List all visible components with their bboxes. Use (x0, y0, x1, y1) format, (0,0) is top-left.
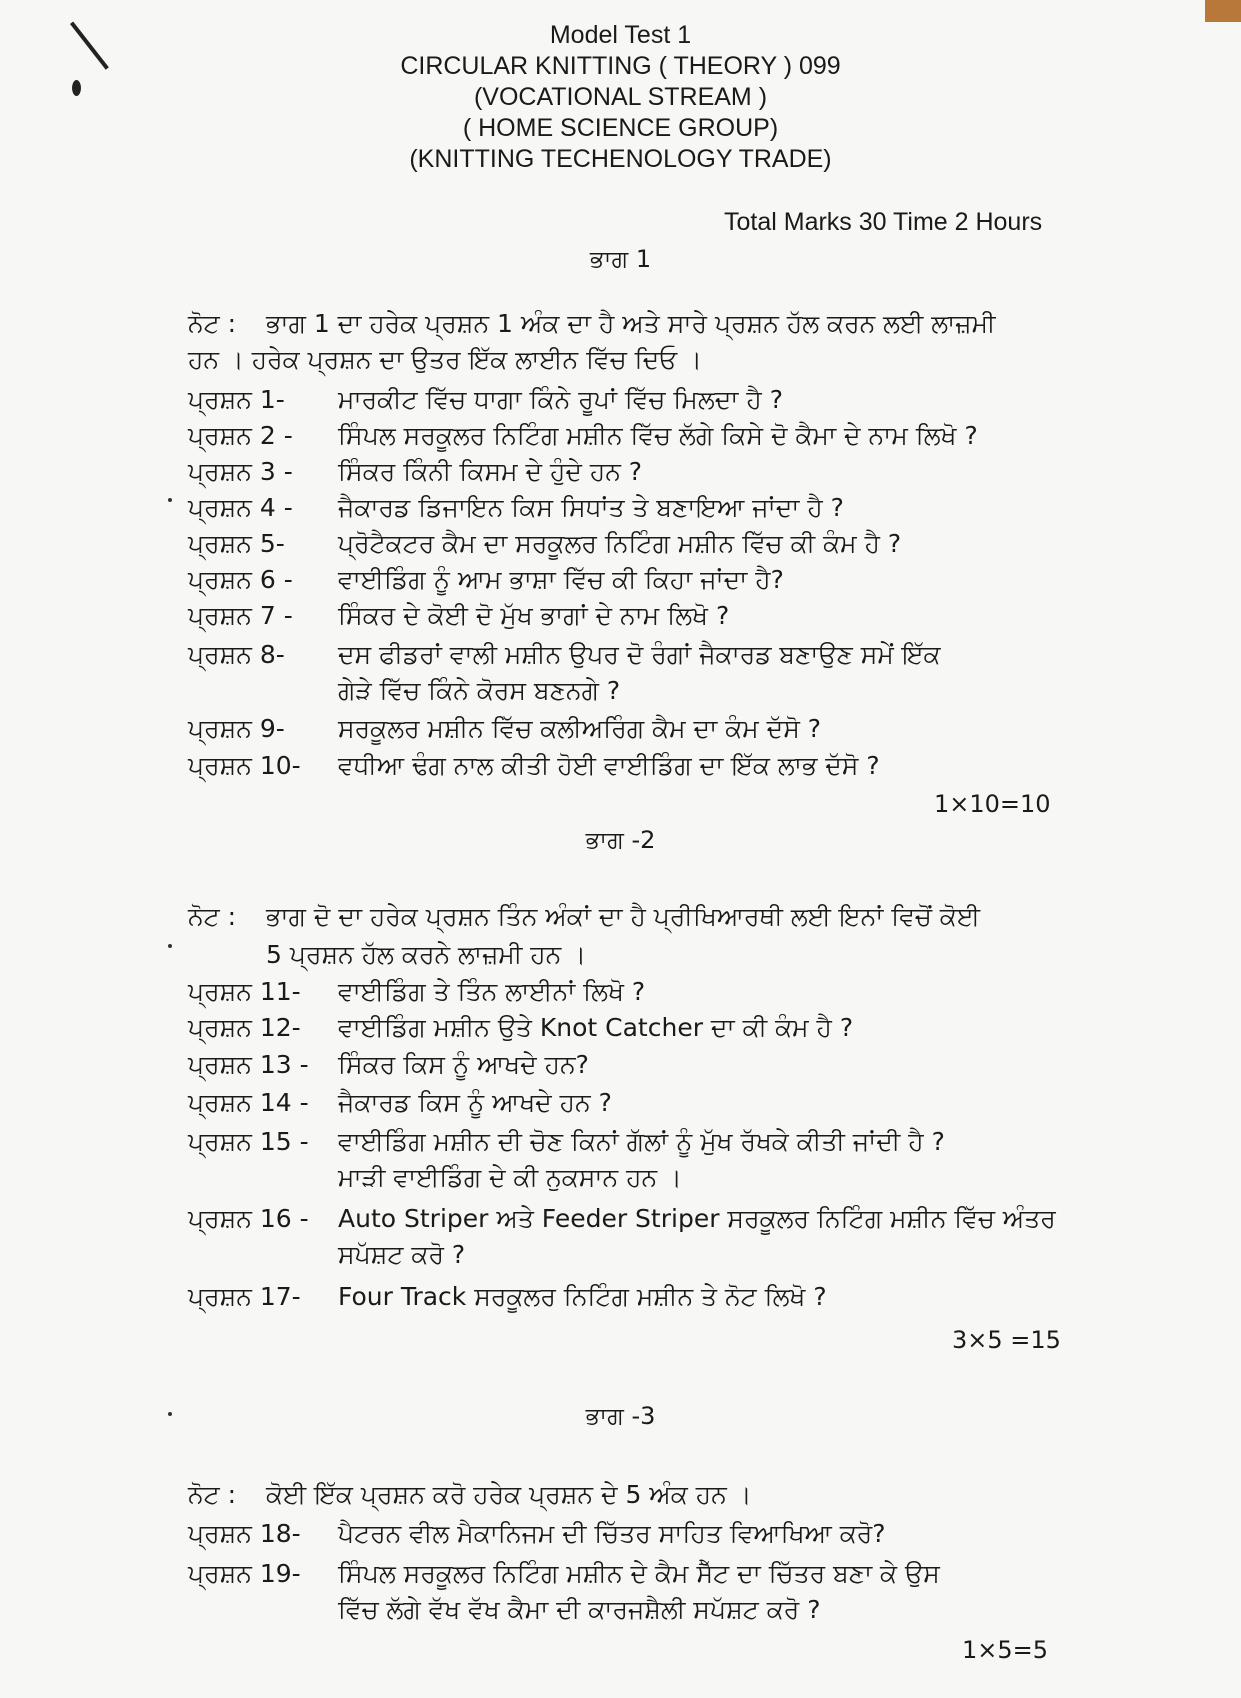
part1-note (188, 305, 996, 342)
question-text-continued: ਸਪੱਸ਼ਟ ਕਰੋ ? (338, 1240, 466, 1269)
marks-time: Total Marks 30 Time 2 Hours (724, 208, 1043, 236)
question-number: ਪ੍ਰਸ਼ਨ 1- (188, 385, 285, 414)
question-number: ਪ੍ਰਸ਼ਨ 5- (188, 529, 285, 558)
question-text: Four Track ਸਰਕੂਲਰ ਨਿਟਿੰਗ ਮਸ਼ੀਨ ਤੇ ਨੋਟ ਲਿਖੋ ? (338, 1282, 827, 1311)
speck (168, 498, 172, 502)
question-number: ਪ੍ਰਸ਼ਨ 2 - (188, 421, 293, 450)
question-text: ਸਿੰਪਲ ਸਰਕੂਲਰ ਨਿਟਿੰਗ ਮਸ਼ੀਨ ਵਿੱਚ ਲੱਗੇ ਕਿਸੇ ਦੋ ਕੈਮਾ ਦੇ ਨਾਮ ਲਿਖੋ ? (338, 421, 978, 450)
question-text: ਵਾਈਡਿੰਗ ਨੂੰ ਆਮ ਭਾਸ਼ਾ ਵਿੱਚ ਕੀ ਕਿਹਾ ਜਾਂਦਾ ਹੈ? (338, 565, 784, 594)
question-number: ਪ੍ਰਸ਼ਨ 6 - (188, 565, 293, 594)
question-text: ਵਾਈਡਿੰਗ ਮਸ਼ੀਨ ਉਤੇ Knot Catcher ਦਾ ਕੀ ਕੰਮ ਹੈ ? (338, 1013, 854, 1042)
part1-title: ਭਾਗ 1 (589, 245, 652, 273)
question-text: ਮਾਰਕੀਟ ਵਿੱਚ ਧਾਗਾ ਕਿੰਨੇ ਰੂਪਾਂ ਵਿੱਚ ਮਿਲਦਾ ਹੈ ? (338, 385, 783, 414)
note-label: ਨੋਟ : (188, 309, 237, 338)
question-text: ਪ੍ਰੋਟੈਕਟਰ ਕੈਮ ਦਾ ਸਰਕੂਲਰ ਨਿਟਿੰਗ ਮਸ਼ੀਨ ਵਿੱਚ ਕੀ ਕੰਮ ਹੈ ? (338, 529, 902, 558)
note-text: ਕੋਈ ਇੱਕ ਪ੍ਰਸ਼ਨ ਕਰੋ ਹਰੇਕ ਪ੍ਰਸ਼ਨ ਦੇ 5 ਅੰਕ ਹਨ । (266, 1480, 752, 1509)
question-text: ਪੈਟਰਨ ਵੀਲ ਮੈਕਾਨਿਜਮ ਦੀ ਚਿੱਤਰ ਸਾਹਿਤ ਵਿਆਖਿਆ ਕਰੋ? (338, 1519, 886, 1548)
speck (168, 944, 172, 948)
torn-corner (1205, 0, 1241, 22)
question-text: ਦਸ ਫੀਡਰਾਂ ਵਾਲੀ ਮਸ਼ੀਨ ਉਪਰ ਦੋ ਰੰਗਾਂ ਜੈਕਾਰਡ ਬਣਾਉਣ ਸਮੇਂ ਇੱਕ (338, 640, 941, 669)
question-number: ਪ੍ਰਸ਼ਨ 9- (188, 714, 285, 743)
question-number: ਪ੍ਰਸ਼ਨ 4 - (188, 493, 293, 522)
question-text: ਜੈਕਾਰਡ ਡਿਜਾਇਨ ਕਿਸ ਸਿਧਾਂਤ ਤੇ ਬਣਾਇਆ ਜਾਂਦਾ ਹੈ ? (338, 493, 844, 522)
note-text: ਭਾਗ ਦੋ ਦਾ ਹਰੇਕ ਪ੍ਰਸ਼ਨ ਤਿੰਨ ਅੰਕਾਂ ਦਾ ਹੈ ਪ੍ਰੀਖਿਆਰਥੀ ਲਈ ਇਨਾਂ ਵਿਚੋਂ ਕੋਈ (266, 902, 981, 931)
group-title: ( HOME SCIENCE GROUP) (462, 114, 779, 142)
question-text: ਜੈਕਾਰਡ ਕਿਸ ਨੂੰ ਆਖਦੇ ਹਨ ? (338, 1088, 612, 1117)
question-number: ਪ੍ਰਸ਼ਨ 18- (188, 1519, 301, 1548)
question-text: ਸਰਕੂਲਰ ਮਸ਼ੀਨ ਵਿੱਚ ਕਲੀਅਰਿੰਗ ਕੈਮ ਦਾ ਕੰਮ ਦੱਸੋ ? (338, 714, 822, 743)
question-number: ਪ੍ਰਸ਼ਨ 3 - (188, 457, 293, 486)
question-number: ਪ੍ਰਸ਼ਨ 15 - (188, 1127, 309, 1156)
question-number: ਪ੍ਰਸ਼ਨ 14 - (188, 1088, 309, 1117)
exam-header (0, 20, 1241, 175)
question-number: ਪ੍ਰਸ਼ਨ 12- (188, 1013, 301, 1042)
part2-total: 3×5 =15 (952, 1326, 1061, 1354)
note-label: ਨੋਟ : (188, 902, 237, 931)
question-number: ਪ੍ਰਸ਼ਨ 10- (188, 751, 301, 780)
part2-title: ਭਾਗ -2 (585, 826, 656, 854)
part2-note (188, 898, 980, 935)
part3-note (188, 1476, 752, 1513)
question-number: ਪ੍ਰਸ਼ਨ 16 - (188, 1204, 309, 1233)
question-text-continued: ਗੇੜੇ ਵਿੱਚ ਕਿੰਨੇ ਕੋਰਸ ਬਣਨਗੇ ? (338, 676, 621, 705)
part3-title: ਭਾਗ -3 (585, 1402, 656, 1430)
part3-total: 1×5=5 (962, 1636, 1049, 1664)
question-text: ਸਿੰਕਰ ਕਿੰਨੀ ਕਿਸਮ ਦੇ ਹੁੰਦੇ ਹਨ ? (338, 457, 643, 486)
trade-title: (KNITTING TECHENOLOGY TRADE) (409, 145, 832, 173)
part2-note-line2: 5 ਪ੍ਰਸ਼ਨ ਹੱਲ ਕਰਨੇ ਲਾਜ਼ਮੀ ਹਨ । (266, 940, 587, 969)
question-number: ਪ੍ਰਸ਼ਨ 8- (188, 640, 285, 669)
note-text: ਭਾਗ 1 ਦਾ ਹਰੇਕ ਪ੍ਰਸ਼ਨ 1 ਅੰਕ ਦਾ ਹੈ ਅਤੇ ਸਾਰੇ ਪ੍ਰਸ਼ਨ ਹੱਲ ਕਰਨ ਲਈ ਲਾਜ਼ਮੀ (266, 309, 996, 338)
question-number: ਪ੍ਰਸ਼ਨ 13 - (188, 1050, 309, 1079)
question-text-continued: ਵਿੱਚ ਲੱਗੇ ਵੱਖ ਵੱਖ ਕੈਮਾ ਦੀ ਕਾਰਜਸ਼ੈਲੀ ਸਪੱਸ਼ਟ ਕਰੋ ? (338, 1595, 821, 1624)
part1-total: 1×10=10 (934, 790, 1051, 818)
stream-title: (VOCATIONAL STREAM ) (473, 83, 768, 111)
question-text: ਸਿੰਕਰ ਕਿਸ ਨੂੰ ਆਖਦੇ ਹਨ? (338, 1050, 589, 1079)
question-text: ਵਧੀਆ ਢੰਗ ਨਾਲ ਕੀਤੀ ਹੋਈ ਵਾਈਡਿੰਗ ਦਾ ਇੱਕ ਲਾਭ ਦੱਸੋ ? (338, 751, 880, 780)
model-test-title: Model Test 1 (549, 21, 692, 49)
question-text: ਵਾਈਡਿੰਗ ਤੇ ਤਿੰਨ ਲਾਈਨਾਂ ਲਿਖੋ ? (338, 977, 646, 1006)
question-text: ਸਿੰਪਲ ਸਰਕੂਲਰ ਨਿਟਿੰਗ ਮਸ਼ੀਨ ਦੇ ਕੈਮ ਸੈੱਟ ਦਾ ਚਿੱਤਰ ਬਣਾ ਕੇ ਉਸ (338, 1559, 940, 1588)
question-number: ਪ੍ਰਸ਼ਨ 11- (188, 977, 301, 1006)
question-text: ਸਿੰਕਰ ਦੇ ਕੋਈ ਦੋ ਮੁੱਖ ਭਾਗਾਂ ਦੇ ਨਾਮ ਲਿਖੋ ? (338, 601, 730, 630)
question-text-continued: ਮਾੜੀ ਵਾਈਡਿੰਗ ਦੇ ਕੀ ਨੁਕਸਾਨ ਹਨ । (338, 1163, 682, 1192)
question-text: Auto Striper ਅਤੇ Feeder Striper ਸਰਕੂਲਰ ਨਿਟਿੰਗ ਮਸ਼ੀਨ ਵਿੱਚ ਅੰਤਰ (338, 1204, 1056, 1233)
question-number: ਪ੍ਰਸ਼ਨ 17- (188, 1282, 301, 1311)
note-label: ਨੋਟ : (188, 1480, 237, 1509)
part1-note-line2: ਹਨ । ਹਰੇਕ ਪ੍ਰਸ਼ਨ ਦਾ ਉਤਰ ਇੱਕ ਲਾਈਨ ਵਿੱਚ ਦਿਓ । (188, 345, 702, 374)
question-text: ਵਾਈਡਿੰਗ ਮਸ਼ੀਨ ਦੀ ਚੋਣ ਕਿਨਾਂ ਗੱਲਾਂ ਨੂੰ ਮੁੱਖ ਰੱਖਕੇ ਕੀਤੀ ਜਾਂਦੀ ਹੈ ? (338, 1127, 945, 1156)
question-number: ਪ੍ਰਸ਼ਨ 19- (188, 1559, 301, 1588)
question-number: ਪ੍ਰਸ਼ਨ 7 - (188, 601, 293, 630)
subject-title: CIRCULAR KNITTING ( THEORY ) 099 (400, 52, 841, 80)
